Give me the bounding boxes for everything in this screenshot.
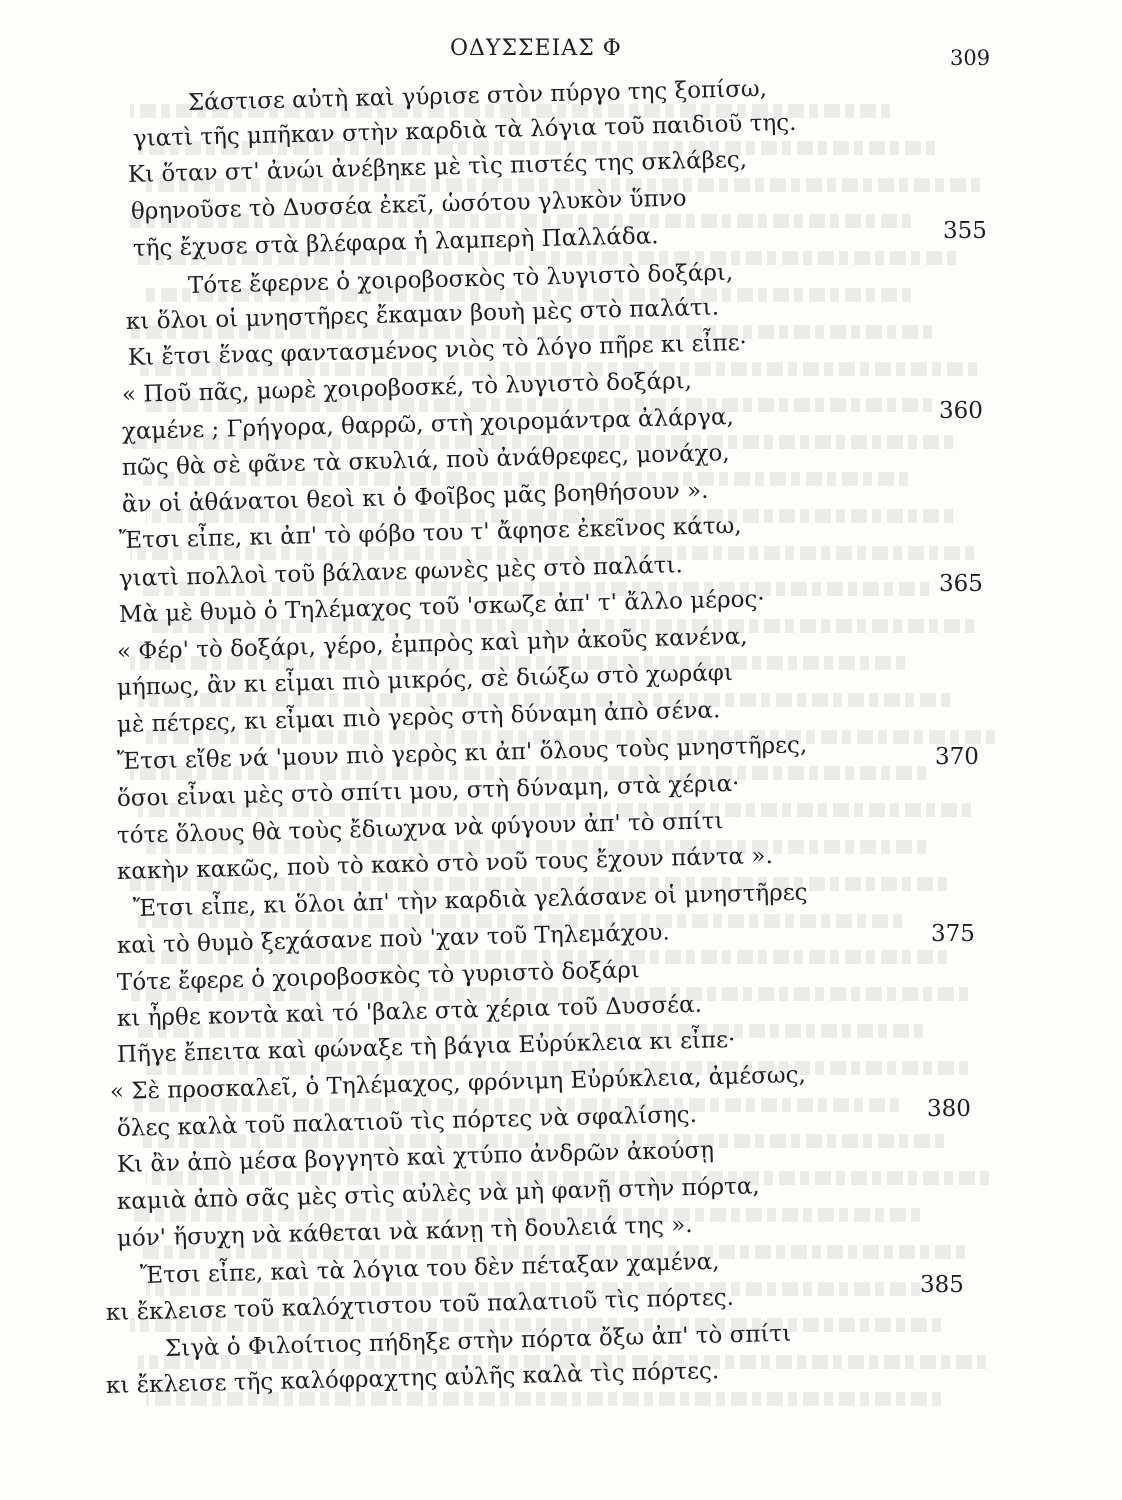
verse-line: κι ἔκλεισε τῆς καλόφραχτης αὐλῆς καλὰ τὶς πόρτες.: [105, 1358, 720, 1399]
verse-line: κακὴν κακῶς, ποὺ τὸ κακὸ στὸ νοῦ τους ἔχουν πάντα ».: [116, 842, 774, 885]
page-number: 309: [950, 46, 991, 70]
verse-line: Τότε ἔφερνε ὁ χοιροβοσκὸς τὸ λυγιστὸ δοξάρι,: [187, 259, 734, 299]
line-number: 355: [943, 218, 987, 244]
verse-line: « Ποῦ πᾶς, μωρὲ χοιροβοσκέ, τὸ λυγιστὸ δοξάρι,: [121, 368, 693, 408]
verse-line: Κι ὅταν στ' ἀνώι ἀνέβηκε μὲ τὶς πιστές της σκλάβες,: [127, 146, 748, 188]
line-number: 365: [939, 571, 983, 597]
verse-line: Σάστισε αὐτὴ καὶ γύρισε στὸν πύργο της ξοπίσω,: [187, 75, 768, 116]
verse-line: Πῆγε ἔπειτα καὶ φώναξε τὴ βάγια Εὐρύκλεια κι εἶπε·: [116, 1026, 736, 1068]
verse-line: Κι ἂν ἀπὸ μέσα βογγητὸ καὶ χτύπο ἀνδρῶν ἀκούσῃ: [116, 1137, 715, 1178]
verse-line: Ἔτσι εἶπε, κι ὅλοι ἀπ' τὴν καρδιὰ γελάσανε οἱ μνηστῆρες: [132, 879, 808, 922]
verse-line: Σιγὰ ὁ Φιλοίτιος πήδηξε στὴν πόρτα ὄξω ἀπ' τὸ σπίτι: [164, 1320, 792, 1362]
line-number: 380: [927, 1096, 971, 1122]
verse-line: ἂν οἱ ἀθάνατοι θεοὶ κι ὁ Φοῖβος μᾶς βοηθήσουν ».: [121, 477, 709, 518]
verse-line: « Σὲ προσκαλεῖ, ὁ Τηλέμαχος, φρόνιμη Εὐρύκλεια, ἀμέσως,: [109, 1062, 807, 1105]
verse-line: Τότε ἔφερε ὁ χοιροβοσκὸς τὸ γυριστὸ δοξάρι: [116, 957, 641, 996]
line-number: 385: [920, 1272, 964, 1298]
verse-line: Ἔτσι εἶπε, κι ἀπ' τὸ φόβο του τ' ἄφησε ἐκεῖνος κάτω,: [118, 512, 742, 554]
verse-line: γιατὶ τῆς μπῆκαν στὴν καρδιὰ τὰ λόγια τοῦ παιδιοῦ της.: [132, 109, 797, 152]
verse-line: ὅλες καλὰ τοῦ παλατιοῦ τὶς πόρτες νὰ σφαλίσης.: [116, 1101, 698, 1142]
running-title: ΟΔΥΣΣΕΙΑΣ Φ: [450, 36, 622, 61]
verse-line: τῆς ἔχυσε στὰ βλέφαρα ἡ λαμπερὴ Παλλάδα.: [132, 223, 659, 262]
verse-line: κι ἦρθε κοντὰ καὶ τό 'βαλε στὰ χέρια τοῦ Δυσσέα.: [116, 991, 703, 1032]
verse-line: καὶ τὸ θυμὸ ξεχάσανε ποὺ 'χαν τοῦ Τηλεμάχου.: [116, 919, 671, 959]
verse-line: « Φέρ' τὸ δοξάρι, γέρο, ἐμπρὸς καὶ μὴν ἀκοῦς κανένα,: [116, 623, 748, 665]
verse-line: μὲ πέτρες, κι εἶμαι πιὸ γερὸς στὴ δύναμη ἀπὸ σένα.: [116, 697, 721, 738]
verse-line: μόν' ἥσυχη νὰ κάθεται νὰ κάνῃ τὴ δουλειά της ».: [116, 1211, 693, 1252]
verse-line: Κι ἔτσι ἕνας φαντασμένος νιὸς τὸ λόγο πῆρε κι εἶπε·: [127, 329, 748, 371]
line-number: 370: [935, 744, 979, 770]
verse-line: μήπως, ἂν κι εἶμαι πιὸ μικρός, σὲ διώξω στὸ χωράφι: [116, 659, 734, 701]
verse-line: καμιὰ ἀπὸ σᾶς μὲς στὶς αὐλὲς νὰ μὴ φανῇ στὴν πόρτα,: [116, 1173, 760, 1215]
line-number: 360: [939, 398, 983, 424]
verse-line: ὅσοι εἶναι μὲς στὸ σπίτι μου, στὴ δύναμη, στὰ χέρια·: [116, 770, 740, 812]
page-header: [0, 36, 1122, 70]
verse-line: θρηνοῦσε τὸ Δυσσέα ἐκεῖ, ὡσότου γλυκὸν ὕπνο: [130, 185, 687, 225]
verse-line: τότε ὅλους θὰ τοὺς ἔδιωχνα νὰ φύγουν ἀπ' τὸ σπίτι: [116, 808, 724, 849]
line-number: 375: [931, 921, 975, 947]
verse-line: πῶς θὰ σὲ φᾶνε τὰ σκυλιά, ποὺ ἀνάθρεφες, μονάχο,: [121, 440, 730, 481]
verse-line: κι ἔκλεισε τοῦ καλόχτιστου τοῦ παλατιοῦ τὶς πόρτες.: [105, 1284, 735, 1326]
verse-line: κι ὅλοι οἱ μνηστῆρες ἔκαμαν βουὴ μὲς στὸ παλάτι.: [125, 294, 720, 335]
verse-line: γιατὶ πολλοὶ τοῦ βάλανε φωνὲς μὲς στὸ παλάτι.: [118, 552, 684, 592]
verse-line: χαμένε ; Γρήγορα, θαρρῶ, στὴ χοιρομάντρα ἀλάργα,: [121, 404, 735, 445]
verse-line: Ἔτσι εἴθε νά 'μουν πιὸ γερὸς κι ἀπ' ὅλους τοὺς μνηστῆρες,: [116, 732, 808, 775]
verse-line: Μὰ μὲ θυμὸ ὁ Τηλέμαχος τοῦ 'σκωζε ἀπ' τ' ἄλλο μέρος·: [118, 586, 765, 628]
verse-line: Ἔτσι εἶπε, καὶ τὰ λόγια του δὲν πέταξαν χαμένα,: [139, 1248, 720, 1289]
